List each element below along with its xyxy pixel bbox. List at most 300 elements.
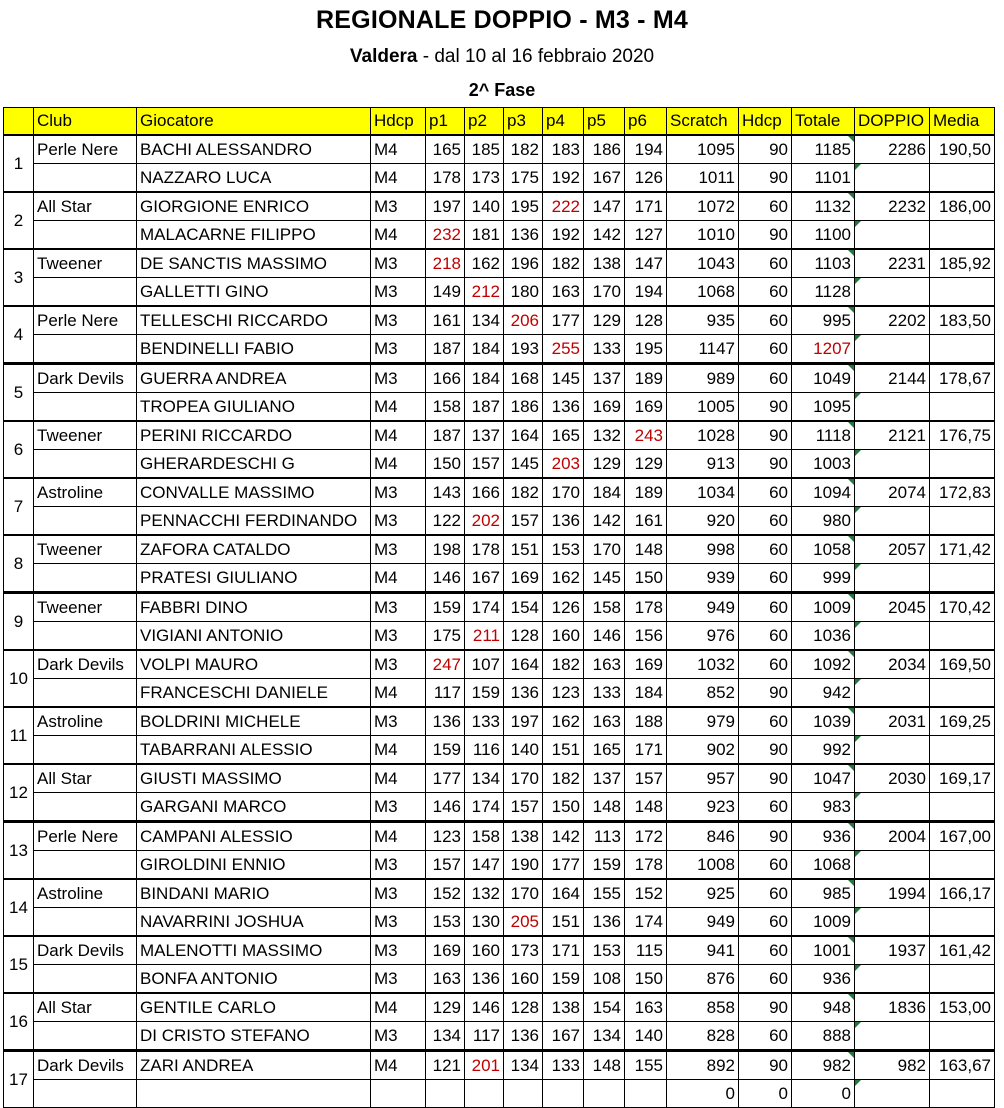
game-3-cell: 151 <box>504 535 543 564</box>
hdcp-cell: 60 <box>739 793 792 822</box>
game-5-cell: 165 <box>584 736 625 765</box>
media-cell: 190,50 <box>930 135 995 164</box>
game-4-cell: 162 <box>543 707 584 736</box>
player-name-cell: VIGIANI ANTONIO <box>137 622 371 651</box>
hdcp-cell: 60 <box>739 192 792 221</box>
media-cell: 170,42 <box>930 593 995 622</box>
hdcp-cell: 90 <box>739 135 792 164</box>
club-cell: Dark Devils <box>34 650 137 679</box>
club-cell <box>34 908 137 937</box>
club-cell: Perle Nere <box>34 822 137 851</box>
game-4-cell: 160 <box>543 622 584 651</box>
category-cell: M3 <box>371 650 426 679</box>
player-row <box>4 478 995 507</box>
game-4-cell: 133 <box>543 1051 584 1080</box>
scratch-cell: 1010 <box>667 221 739 250</box>
media-cell <box>930 965 995 994</box>
game-3-cell: 182 <box>504 478 543 507</box>
total-cell: 985 <box>792 879 855 908</box>
rank-cell: 8 <box>4 535 34 593</box>
scratch-cell: 913 <box>667 450 739 479</box>
total-cell: 983 <box>792 793 855 822</box>
rank-cell: 7 <box>4 478 34 535</box>
player-name-cell: BONFA ANTONIO <box>137 965 371 994</box>
player-row <box>4 622 995 651</box>
col-p1: p1 <box>426 108 465 136</box>
player-name-cell: MALACARNE FILIPPO <box>137 221 371 250</box>
game-4-cell: 136 <box>543 393 584 422</box>
media-cell: 169,17 <box>930 764 995 793</box>
doppio-cell: 2031 <box>855 707 930 736</box>
game-3-cell: 128 <box>504 993 543 1022</box>
game-5-cell: 132 <box>584 421 625 450</box>
hdcp-cell: 60 <box>739 1022 792 1051</box>
scratch-cell: 1072 <box>667 192 739 221</box>
game-1-cell: 146 <box>426 564 465 593</box>
game-1-cell: 197 <box>426 192 465 221</box>
game-1-cell: 150 <box>426 450 465 479</box>
game-3-cell: 168 <box>504 364 543 393</box>
game-2-cell: 166 <box>465 478 504 507</box>
game-2-cell: 137 <box>465 421 504 450</box>
col-player: Giocatore <box>137 108 371 136</box>
game-2-cell: 158 <box>465 822 504 851</box>
player-row <box>4 1022 995 1051</box>
game-4-cell: 136 <box>543 507 584 536</box>
player-row <box>4 650 995 679</box>
game-1-cell: 165 <box>426 135 465 164</box>
scratch-cell: 858 <box>667 993 739 1022</box>
game-1-cell: 175 <box>426 622 465 651</box>
game-6-cell: 148 <box>625 793 667 822</box>
club-cell <box>34 335 137 364</box>
game-5-cell: 148 <box>584 793 625 822</box>
player-name-cell: CONVALLE MASSIMO <box>137 478 371 507</box>
game-1-cell: 247 <box>426 650 465 679</box>
col-p4: p4 <box>543 108 584 136</box>
player-name-cell: ZARI ANDREA <box>137 1051 371 1080</box>
rank-cell: 2 <box>4 192 34 249</box>
total-cell: 1068 <box>792 851 855 880</box>
player-row <box>4 135 995 164</box>
game-2-cell: 157 <box>465 450 504 479</box>
game-3-cell: 136 <box>504 221 543 250</box>
game-1-cell: 177 <box>426 764 465 793</box>
game-3-cell: 157 <box>504 793 543 822</box>
game-3-cell: 136 <box>504 1022 543 1051</box>
game-3-cell: 145 <box>504 450 543 479</box>
player-name-cell: NAZZARO LUCA <box>137 164 371 193</box>
game-1-cell: 159 <box>426 593 465 622</box>
game-5-cell: 169 <box>584 393 625 422</box>
media-cell <box>930 736 995 765</box>
player-row <box>4 965 995 994</box>
media-cell <box>930 622 995 651</box>
scratch-cell: 949 <box>667 593 739 622</box>
total-cell: 0 <box>792 1080 855 1108</box>
hdcp-cell: 60 <box>739 535 792 564</box>
game-3-cell: 205 <box>504 908 543 937</box>
club-cell: All Star <box>34 993 137 1022</box>
game-6-cell: 194 <box>625 278 667 307</box>
game-5-cell: 129 <box>584 450 625 479</box>
game-1-cell: 169 <box>426 936 465 965</box>
game-2-cell: 134 <box>465 306 504 335</box>
player-name-cell: CAMPANI ALESSIO <box>137 822 371 851</box>
doppio-cell: 2121 <box>855 421 930 450</box>
club-cell <box>34 965 137 994</box>
game-6-cell: 243 <box>625 421 667 450</box>
player-name-cell: VOLPI MAURO <box>137 650 371 679</box>
col-rank <box>4 108 34 136</box>
game-3-cell: 170 <box>504 764 543 793</box>
game-2-cell: 211 <box>465 622 504 651</box>
doppio-cell: 2231 <box>855 249 930 278</box>
category-cell: M4 <box>371 993 426 1022</box>
hdcp-cell: 90 <box>739 450 792 479</box>
total-cell: 1092 <box>792 650 855 679</box>
game-1-cell: 143 <box>426 478 465 507</box>
game-2-cell: 187 <box>465 393 504 422</box>
scratch-cell: 1032 <box>667 650 739 679</box>
doppio-cell: 1937 <box>855 936 930 965</box>
game-1-cell: 232 <box>426 221 465 250</box>
total-cell: 888 <box>792 1022 855 1051</box>
hdcp-cell: 90 <box>739 393 792 422</box>
game-4-cell: 159 <box>543 965 584 994</box>
category-cell: M4 <box>371 679 426 708</box>
rank-cell: 4 <box>4 306 34 364</box>
scratch-cell: 876 <box>667 965 739 994</box>
doppio-cell: 2004 <box>855 822 930 851</box>
game-6-cell: 189 <box>625 478 667 507</box>
game-1-cell: 157 <box>426 851 465 880</box>
game-5-cell: 134 <box>584 1022 625 1051</box>
game-5-cell: 170 <box>584 535 625 564</box>
game-3-cell: 164 <box>504 421 543 450</box>
scratch-cell: 0 <box>667 1080 739 1108</box>
player-name-cell: MALENOTTI MASSIMO <box>137 936 371 965</box>
club-cell: Perle Nere <box>34 135 137 164</box>
doppio-cell: 982 <box>855 1051 930 1080</box>
scratch-cell: 920 <box>667 507 739 536</box>
game-5-cell: 184 <box>584 478 625 507</box>
game-3-cell: 175 <box>504 164 543 193</box>
player-name-cell: BENDINELLI FABIO <box>137 335 371 364</box>
hdcp-cell: 90 <box>739 993 792 1022</box>
scratch-cell: 1095 <box>667 135 739 164</box>
hdcp-cell: 90 <box>739 822 792 851</box>
player-name-cell: GARGANI MARCO <box>137 793 371 822</box>
game-3-cell: 154 <box>504 593 543 622</box>
game-6-cell: 171 <box>625 192 667 221</box>
game-3-cell: 193 <box>504 335 543 364</box>
game-4-cell: 145 <box>543 364 584 393</box>
media-cell <box>930 851 995 880</box>
club-cell <box>34 450 137 479</box>
club-cell <box>34 393 137 422</box>
game-2-cell: 212 <box>465 278 504 307</box>
player-name-cell: TELLESCHI RICCARDO <box>137 306 371 335</box>
player-row <box>4 908 995 937</box>
player-name-cell: TABARRANI ALESSIO <box>137 736 371 765</box>
rank-cell: 11 <box>4 707 34 764</box>
club-cell: Perle Nere <box>34 306 137 335</box>
player-name-cell: DI CRISTO STEFANO <box>137 1022 371 1051</box>
doppio-cell <box>855 793 930 822</box>
total-cell: 980 <box>792 507 855 536</box>
game-4-cell: 170 <box>543 478 584 507</box>
game-1-cell: 187 <box>426 335 465 364</box>
media-cell <box>930 564 995 593</box>
game-5-cell: 163 <box>584 650 625 679</box>
player-row <box>4 879 995 908</box>
category-cell: M3 <box>371 793 426 822</box>
doppio-cell: 2057 <box>855 535 930 564</box>
game-3-cell: 169 <box>504 564 543 593</box>
player-row <box>4 507 995 536</box>
game-5-cell: 147 <box>584 192 625 221</box>
game-3-cell: 182 <box>504 135 543 164</box>
doppio-cell: 2144 <box>855 364 930 393</box>
total-cell: 936 <box>792 822 855 851</box>
total-cell: 1101 <box>792 164 855 193</box>
club-cell <box>34 736 137 765</box>
game-5-cell: 142 <box>584 507 625 536</box>
player-row <box>4 393 995 422</box>
scratch-cell: 1043 <box>667 249 739 278</box>
doppio-cell <box>855 164 930 193</box>
col-p3: p3 <box>504 108 543 136</box>
game-1-cell: 149 <box>426 278 465 307</box>
game-4-cell: 151 <box>543 736 584 765</box>
game-1-cell: 161 <box>426 306 465 335</box>
game-4-cell: 255 <box>543 335 584 364</box>
game-3-cell: 170 <box>504 879 543 908</box>
player-row <box>4 164 995 193</box>
club-cell: All Star <box>34 764 137 793</box>
total-cell: 992 <box>792 736 855 765</box>
game-5-cell: 142 <box>584 221 625 250</box>
game-5-cell: 138 <box>584 249 625 278</box>
game-3-cell: 160 <box>504 965 543 994</box>
hdcp-cell: 60 <box>739 306 792 335</box>
game-6-cell: 147 <box>625 249 667 278</box>
game-3-cell: 164 <box>504 650 543 679</box>
media-cell: 176,75 <box>930 421 995 450</box>
hdcp-cell: 60 <box>739 593 792 622</box>
game-6-cell: 129 <box>625 450 667 479</box>
player-name-cell: FRANCESCHI DANIELE <box>137 679 371 708</box>
game-5-cell: 167 <box>584 164 625 193</box>
game-4-cell: 171 <box>543 936 584 965</box>
media-cell: 178,67 <box>930 364 995 393</box>
player-name-cell: TROPEA GIULIANO <box>137 393 371 422</box>
game-5-cell: 158 <box>584 593 625 622</box>
game-5-cell: 145 <box>584 564 625 593</box>
category-cell: M3 <box>371 535 426 564</box>
rank-cell: 13 <box>4 822 34 880</box>
doppio-cell <box>855 908 930 937</box>
player-name-cell: GIROLDINI ENNIO <box>137 851 371 880</box>
game-1-cell: 159 <box>426 736 465 765</box>
game-2-cell: 178 <box>465 535 504 564</box>
total-cell: 1009 <box>792 593 855 622</box>
game-5-cell: 186 <box>584 135 625 164</box>
subtitle <box>0 46 1004 68</box>
club-cell <box>34 278 137 307</box>
hdcp-cell: 60 <box>739 478 792 507</box>
doppio-cell <box>855 507 930 536</box>
doppio-cell <box>855 736 930 765</box>
doppio-cell <box>855 679 930 708</box>
total-cell: 1128 <box>792 278 855 307</box>
game-1-cell: 117 <box>426 679 465 708</box>
doppio-cell: 2074 <box>855 478 930 507</box>
club-cell: Dark Devils <box>34 1051 137 1080</box>
game-6-cell: 150 <box>625 965 667 994</box>
game-4-cell: 192 <box>543 164 584 193</box>
game-4-cell: 203 <box>543 450 584 479</box>
game-6-cell: 115 <box>625 936 667 965</box>
game-3-cell: 134 <box>504 1051 543 1080</box>
game-3-cell: 190 <box>504 851 543 880</box>
game-1-cell: 136 <box>426 707 465 736</box>
col-hdcp: Hdcp <box>739 108 792 136</box>
scratch-cell: 941 <box>667 936 739 965</box>
scratch-cell: 892 <box>667 1051 739 1080</box>
category-cell: M4 <box>371 135 426 164</box>
game-6-cell: 152 <box>625 879 667 908</box>
category-cell: M3 <box>371 478 426 507</box>
game-4-cell: 177 <box>543 851 584 880</box>
media-cell: 183,50 <box>930 306 995 335</box>
game-4-cell: 182 <box>543 249 584 278</box>
game-2-cell: 140 <box>465 192 504 221</box>
game-6-cell: 155 <box>625 1051 667 1080</box>
doppio-cell: 2232 <box>855 192 930 221</box>
total-cell: 1036 <box>792 622 855 651</box>
media-cell: 166,17 <box>930 879 995 908</box>
media-cell <box>930 278 995 307</box>
player-row <box>4 535 995 564</box>
game-6-cell: 148 <box>625 535 667 564</box>
game-4-cell: 163 <box>543 278 584 307</box>
category-cell: M4 <box>371 421 426 450</box>
game-4-cell: 162 <box>543 564 584 593</box>
total-cell: 936 <box>792 965 855 994</box>
player-row <box>4 736 995 765</box>
rank-cell: 6 <box>4 421 34 478</box>
game-5-cell: 148 <box>584 1051 625 1080</box>
player-name-cell: PERINI RICCARDO <box>137 421 371 450</box>
game-4-cell: 167 <box>543 1022 584 1051</box>
category-cell: M3 <box>371 965 426 994</box>
game-1-cell: 152 <box>426 879 465 908</box>
category-cell: M3 <box>371 707 426 736</box>
game-2-cell: 146 <box>465 993 504 1022</box>
player-row <box>4 851 995 880</box>
category-cell: M3 <box>371 278 426 307</box>
rank-cell: 9 <box>4 593 34 651</box>
doppio-cell <box>855 965 930 994</box>
player-row <box>4 822 995 851</box>
scratch-cell: 989 <box>667 364 739 393</box>
rank-cell: 10 <box>4 650 34 707</box>
category-cell: M3 <box>371 364 426 393</box>
media-cell <box>930 908 995 937</box>
media-cell: 163,67 <box>930 1051 995 1080</box>
scratch-cell: 998 <box>667 535 739 564</box>
game-6-cell: 188 <box>625 707 667 736</box>
hdcp-cell: 60 <box>739 650 792 679</box>
doppio-cell <box>855 564 930 593</box>
game-1-cell: 121 <box>426 1051 465 1080</box>
dates: - dal 10 al 16 febbraio 2020 <box>417 46 655 67</box>
scratch-cell: 1008 <box>667 851 739 880</box>
club-cell: Astroline <box>34 478 137 507</box>
category-cell: M3 <box>371 306 426 335</box>
game-1-cell: 153 <box>426 908 465 937</box>
player-name-cell: GIORGIONE ENRICO <box>137 192 371 221</box>
col-media: Media <box>930 108 995 136</box>
player-row <box>4 793 995 822</box>
club-cell <box>34 793 137 822</box>
club-cell: Tweener <box>34 535 137 564</box>
category-cell: M4 <box>371 393 426 422</box>
game-4-cell: 142 <box>543 822 584 851</box>
game-2-cell: 201 <box>465 1051 504 1080</box>
rank-cell: 16 <box>4 993 34 1051</box>
category-cell: M3 <box>371 249 426 278</box>
game-1-cell: 146 <box>426 793 465 822</box>
hdcp-cell: 90 <box>739 764 792 793</box>
game-5-cell: 163 <box>584 707 625 736</box>
scratch-cell: 935 <box>667 306 739 335</box>
game-5-cell: 159 <box>584 851 625 880</box>
game-4-cell: 151 <box>543 908 584 937</box>
player-row <box>4 306 995 335</box>
club-cell: All Star <box>34 192 137 221</box>
scratch-cell: 902 <box>667 736 739 765</box>
doppio-cell: 2045 <box>855 593 930 622</box>
game-4-cell: 126 <box>543 593 584 622</box>
club-cell: Astroline <box>34 707 137 736</box>
game-4-cell: 164 <box>543 879 584 908</box>
game-2-cell: 107 <box>465 650 504 679</box>
scratch-cell: 979 <box>667 707 739 736</box>
total-cell: 1103 <box>792 249 855 278</box>
player-row <box>4 450 995 479</box>
category-cell: M4 <box>371 822 426 851</box>
total-cell: 1100 <box>792 221 855 250</box>
category-cell: M3 <box>371 507 426 536</box>
media-cell: 185,92 <box>930 249 995 278</box>
total-cell: 1095 <box>792 393 855 422</box>
category-cell: M3 <box>371 908 426 937</box>
game-2-cell: 159 <box>465 679 504 708</box>
scratch-cell: 846 <box>667 822 739 851</box>
hdcp-cell: 0 <box>739 1080 792 1108</box>
game-2-cell: 185 <box>465 135 504 164</box>
game-2-cell: 136 <box>465 965 504 994</box>
total-cell: 1132 <box>792 192 855 221</box>
col-p6: p6 <box>625 108 667 136</box>
doppio-cell <box>855 221 930 250</box>
player-name-cell: DE SANCTIS MASSIMO <box>137 249 371 278</box>
doppio-cell: 2034 <box>855 650 930 679</box>
game-2-cell: 132 <box>465 879 504 908</box>
